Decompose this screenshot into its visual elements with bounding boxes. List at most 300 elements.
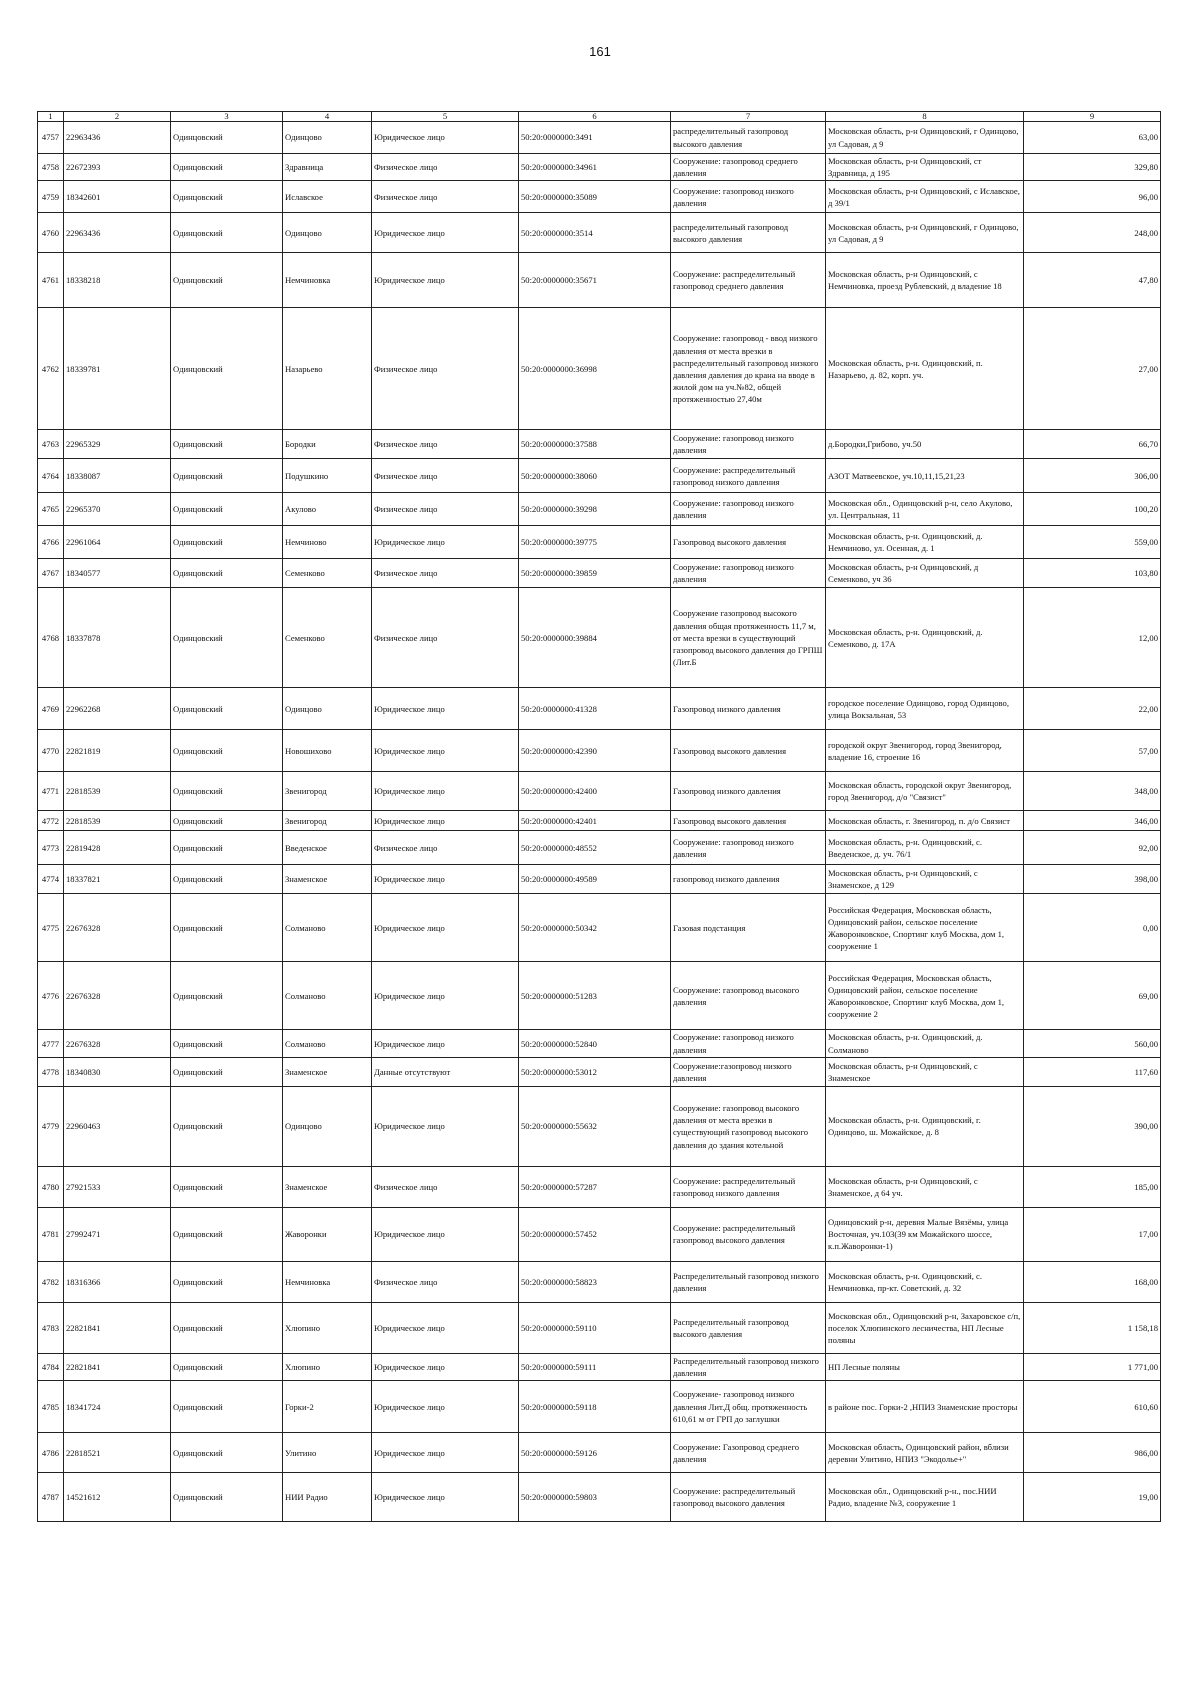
row-number: 4772: [38, 811, 64, 831]
table-row: [38, 688, 1161, 730]
row-number: 4786: [38, 1433, 64, 1473]
row-number: 4780: [38, 1166, 64, 1207]
address: д.Бородки,Грибово, уч.50: [826, 430, 1024, 459]
object-description: Газопровод высокого давления: [671, 526, 826, 559]
row-number: 4783: [38, 1302, 64, 1353]
owner-type: Юридическое лицо: [372, 213, 519, 253]
object-description: газопровод низкого давления: [671, 865, 826, 894]
district: Одинцовский: [171, 865, 283, 894]
object-description: Сооружение: распределительный газопровод высокого давления: [671, 1207, 826, 1261]
district: Одинцовский: [171, 730, 283, 772]
area-value: 248,00: [1024, 213, 1161, 253]
row-number: 4770: [38, 730, 64, 772]
object-description: Газовая подстанция: [671, 894, 826, 962]
record-id: 18342601: [64, 181, 171, 213]
cadastral-number: 50:20:0000000:3514: [519, 213, 671, 253]
area-value: 398,00: [1024, 865, 1161, 894]
district: Одинцовский: [171, 526, 283, 559]
address: Московская область, р-н Одинцовский, д Семенково, уч 36: [826, 559, 1024, 588]
row-number: 4761: [38, 253, 64, 308]
address: Московская область, городской округ Звенигород, город Звенигород, д/о "Связист": [826, 772, 1024, 811]
object-description: Сооружение: газопровод - ввод низкого давления от места врезки в распределительный газопровод низкого давления давления до крана на вводе в жилой дом на уч.№82, общей протяженностью 27,40м: [671, 308, 826, 430]
owner-type: Юридическое лицо: [372, 122, 519, 154]
object-description: Распределительный газопровод низкого давления: [671, 1353, 826, 1380]
object-description: Сооружение:газопровод низкого давления: [671, 1057, 826, 1086]
district: Одинцовский: [171, 1381, 283, 1433]
record-id: 22818539: [64, 811, 171, 831]
district: Одинцовский: [171, 308, 283, 430]
area-value: 103,80: [1024, 559, 1161, 588]
cadastral-number: 50:20:0000000:59118: [519, 1381, 671, 1433]
owner-type: Юридическое лицо: [372, 772, 519, 811]
address: Московская обл., Одинцовский р-н, село Акулово, ул. Центральная, 11: [826, 493, 1024, 526]
cadastral-number: 50:20:0000000:58823: [519, 1261, 671, 1302]
object-description: Сооружение: газопровод низкого давления: [671, 1030, 826, 1057]
table-row: [38, 154, 1161, 181]
locality: Здравница: [283, 154, 372, 181]
area-value: 390,00: [1024, 1086, 1161, 1166]
record-id: 22961064: [64, 526, 171, 559]
owner-type: Физическое лицо: [372, 1261, 519, 1302]
object-description: Сооружение: газопровод высокого давления: [671, 962, 826, 1030]
cadastral-number: 50:20:0000000:50342: [519, 894, 671, 962]
owner-type: Физическое лицо: [372, 459, 519, 493]
district: Одинцовский: [171, 181, 283, 213]
locality: Введенское: [283, 831, 372, 865]
record-id: 22962268: [64, 688, 171, 730]
table-row: [38, 811, 1161, 831]
district: Одинцовский: [171, 459, 283, 493]
area-value: 346,00: [1024, 811, 1161, 831]
address: Московская область, р-н Одинцовский, с Иславское, д 39/1: [826, 181, 1024, 213]
address: Московская область, р-н Одинцовский, с Знаменское, д 64 уч.: [826, 1166, 1024, 1207]
district: Одинцовский: [171, 588, 283, 688]
record-id: 22965329: [64, 430, 171, 459]
locality: Иславское: [283, 181, 372, 213]
area-value: 329,80: [1024, 154, 1161, 181]
area-value: 69,00: [1024, 962, 1161, 1030]
address: Московская область, р-н Одинцовский, ст Здравница, д 195: [826, 154, 1024, 181]
district: Одинцовский: [171, 154, 283, 181]
row-number: 4766: [38, 526, 64, 559]
area-value: 47,80: [1024, 253, 1161, 308]
table-row: [38, 865, 1161, 894]
address: Московская область, р-н. Одинцовский, с. Введенское, д. уч. 76/1: [826, 831, 1024, 865]
district: Одинцовский: [171, 122, 283, 154]
district: Одинцовский: [171, 1353, 283, 1380]
object-description: Сооружение: газопровод высокого давления от места врезки в существующий газопровод высокого давления до здания котельной: [671, 1086, 826, 1166]
address: Московская область, р-н. Одинцовский, д. Солманово: [826, 1030, 1024, 1057]
table-row: [38, 559, 1161, 588]
table-row: [38, 526, 1161, 559]
row-number: 4777: [38, 1030, 64, 1057]
area-value: 12,00: [1024, 588, 1161, 688]
owner-type: Юридическое лицо: [372, 811, 519, 831]
owner-type: Физическое лицо: [372, 308, 519, 430]
owner-type: Физическое лицо: [372, 1166, 519, 1207]
address: Московская область, р-н. Одинцовский, г. Одинцово, ш. Можайское, д. 8: [826, 1086, 1024, 1166]
locality: Улитино: [283, 1433, 372, 1473]
cadastral-number: 50:20:0000000:57452: [519, 1207, 671, 1261]
table-row: [38, 253, 1161, 308]
area-value: 986,00: [1024, 1433, 1161, 1473]
table-row: [38, 430, 1161, 459]
owner-type: Юридическое лицо: [372, 1302, 519, 1353]
column-header: 2: [64, 112, 171, 122]
object-description: Распределительный газопровод низкого давления: [671, 1261, 826, 1302]
record-id: 22960463: [64, 1086, 171, 1166]
row-number: 4774: [38, 865, 64, 894]
address: городское поселение Одинцово, город Одинцово, улица Вокзальная, 53: [826, 688, 1024, 730]
owner-type: Юридическое лицо: [372, 865, 519, 894]
object-description: распределительный газопровод высокого давления: [671, 122, 826, 154]
locality: Горки-2: [283, 1381, 372, 1433]
owner-type: Физическое лицо: [372, 430, 519, 459]
table-row: [38, 1353, 1161, 1380]
record-id: 22676328: [64, 962, 171, 1030]
record-id: 22819428: [64, 831, 171, 865]
district: Одинцовский: [171, 213, 283, 253]
area-value: 348,00: [1024, 772, 1161, 811]
cadastral-number: 50:20:0000000:34961: [519, 154, 671, 181]
address: Московская область, г. Звенигород, п. д/о Связист: [826, 811, 1024, 831]
table-row: [38, 1207, 1161, 1261]
cadastral-number: 50:20:0000000:39884: [519, 588, 671, 688]
owner-type: Юридическое лицо: [372, 1433, 519, 1473]
object-description: Распределительный газопровод высокого давления: [671, 1302, 826, 1353]
row-number: 4787: [38, 1473, 64, 1522]
address: Московская область, р-н. Одинцовский, п. Назарьево, д. 82, корп. уч.: [826, 308, 1024, 430]
locality: Жаворонки: [283, 1207, 372, 1261]
record-id: 27992471: [64, 1207, 171, 1261]
area-value: 306,00: [1024, 459, 1161, 493]
owner-type: Физическое лицо: [372, 181, 519, 213]
district: Одинцовский: [171, 1433, 283, 1473]
district: Одинцовский: [171, 1302, 283, 1353]
owner-type: Юридическое лицо: [372, 1086, 519, 1166]
address: Московская обл., Одинцовский р-н, Захаровское с/п, поселок Хлюпинского лесничества, НП Лесные поляны: [826, 1302, 1024, 1353]
column-number-row: [38, 112, 1161, 122]
cadastral-number: 50:20:0000000:36998: [519, 308, 671, 430]
address: Московская область, р-н. Одинцовский, с. Немчиновка, пр-кт. Советский, д. 32: [826, 1261, 1024, 1302]
district: Одинцовский: [171, 831, 283, 865]
row-number: 4760: [38, 213, 64, 253]
cadastral-number: 50:20:0000000:42401: [519, 811, 671, 831]
owner-type: Физическое лицо: [372, 493, 519, 526]
row-number: 4781: [38, 1207, 64, 1261]
object-description: Сооружение: Газопровод среднего давления: [671, 1433, 826, 1473]
district: Одинцовский: [171, 1057, 283, 1086]
address: Московская область, р-н Одинцовский, с Знаменское: [826, 1057, 1024, 1086]
district: Одинцовский: [171, 253, 283, 308]
cadastral-number: 50:20:0000000:51283: [519, 962, 671, 1030]
owner-type: Данные отсутствуют: [372, 1057, 519, 1086]
record-id: 22965370: [64, 493, 171, 526]
table-row: [38, 1261, 1161, 1302]
address: Московская область, р-н. Одинцовский, д. Немчиново, ул. Осенная, д. 1: [826, 526, 1024, 559]
object-description: Сооружение: газопровод низкого давления: [671, 181, 826, 213]
address: Московская область, р-н Одинцовский, с Немчиновка, проезд Рублевский, д владение 18: [826, 253, 1024, 308]
table-row: [38, 1473, 1161, 1522]
row-number: 4775: [38, 894, 64, 962]
locality: Хлюпино: [283, 1353, 372, 1380]
owner-type: Физическое лицо: [372, 588, 519, 688]
owner-type: Физическое лицо: [372, 559, 519, 588]
owner-type: Юридическое лицо: [372, 688, 519, 730]
record-id: 18340577: [64, 559, 171, 588]
object-description: Сооружение: газопровод низкого давления: [671, 430, 826, 459]
record-id: 22676328: [64, 1030, 171, 1057]
cadastral-number: 50:20:0000000:39859: [519, 559, 671, 588]
area-value: 117,60: [1024, 1057, 1161, 1086]
object-description: Газопровод низкого давления: [671, 688, 826, 730]
owner-type: Физическое лицо: [372, 154, 519, 181]
row-number: 4763: [38, 430, 64, 459]
area-value: 0,00: [1024, 894, 1161, 962]
object-description: распределительный газопровод высокого давления: [671, 213, 826, 253]
table-row: [38, 1302, 1161, 1353]
object-description: Газопровод высокого давления: [671, 730, 826, 772]
owner-type: Юридическое лицо: [372, 962, 519, 1030]
locality: Звенигород: [283, 811, 372, 831]
address: Московская обл., Одинцовский р-н., пос.НИИ Радио, владение №3, сооружение 1: [826, 1473, 1024, 1522]
cadastral-number: 50:20:0000000:41328: [519, 688, 671, 730]
record-id: 18338218: [64, 253, 171, 308]
table-row: [38, 772, 1161, 811]
row-number: 4765: [38, 493, 64, 526]
area-value: 63,00: [1024, 122, 1161, 154]
row-number: 4776: [38, 962, 64, 1030]
row-number: 4769: [38, 688, 64, 730]
locality: Назарьево: [283, 308, 372, 430]
area-value: 1 771,00: [1024, 1353, 1161, 1380]
locality: Новошихово: [283, 730, 372, 772]
table-row: [38, 588, 1161, 688]
area-value: 66,70: [1024, 430, 1161, 459]
table-row: [38, 308, 1161, 430]
owner-type: Юридическое лицо: [372, 253, 519, 308]
object-description: Сооружение: распределительный газопровод низкого давления: [671, 459, 826, 493]
record-id: 22963436: [64, 213, 171, 253]
locality: Одинцово: [283, 1086, 372, 1166]
row-number: 4771: [38, 772, 64, 811]
district: Одинцовский: [171, 493, 283, 526]
table-row: [38, 122, 1161, 154]
row-number: 4757: [38, 122, 64, 154]
cadastral-number: 50:20:0000000:42390: [519, 730, 671, 772]
object-description: Сооружение: газопровод среднего давления: [671, 154, 826, 181]
area-value: 17,00: [1024, 1207, 1161, 1261]
record-id: 22672393: [64, 154, 171, 181]
owner-type: Юридическое лицо: [372, 1381, 519, 1433]
owner-type: Юридическое лицо: [372, 730, 519, 772]
object-description: Газопровод высокого давления: [671, 811, 826, 831]
area-value: 610,60: [1024, 1381, 1161, 1433]
cadastral-number: 50:20:0000000:53012: [519, 1057, 671, 1086]
record-id: 18316366: [64, 1261, 171, 1302]
table-row: [38, 493, 1161, 526]
cadastral-number: 50:20:0000000:59110: [519, 1302, 671, 1353]
owner-type: Юридическое лицо: [372, 1207, 519, 1261]
object-description: Сооружение: газопровод низкого давления: [671, 559, 826, 588]
column-header: 9: [1024, 112, 1161, 122]
area-value: 22,00: [1024, 688, 1161, 730]
cadastral-number: 50:20:0000000:37588: [519, 430, 671, 459]
cadastral-number: 50:20:0000000:35089: [519, 181, 671, 213]
table-row: [38, 730, 1161, 772]
locality: Солманово: [283, 1030, 372, 1057]
district: Одинцовский: [171, 1207, 283, 1261]
address: Российская Федерация, Московская область, Одинцовский район, сельское поселение Жаворонковское, Спортинг клуб Москва, дом 1, сооружение 2: [826, 962, 1024, 1030]
cadastral-number: 50:20:0000000:39298: [519, 493, 671, 526]
locality: Акулово: [283, 493, 372, 526]
table-row: [38, 831, 1161, 865]
row-number: 4768: [38, 588, 64, 688]
row-number: 4784: [38, 1353, 64, 1380]
column-header: 8: [826, 112, 1024, 122]
table-row: [38, 1030, 1161, 1057]
cadastral-number: 50:20:0000000:48552: [519, 831, 671, 865]
cadastral-number: 50:20:0000000:42400: [519, 772, 671, 811]
owner-type: Юридическое лицо: [372, 1353, 519, 1380]
record-id: 18339781: [64, 308, 171, 430]
area-value: 96,00: [1024, 181, 1161, 213]
column-header: 1: [38, 112, 64, 122]
object-description: Газопровод низкого давления: [671, 772, 826, 811]
record-id: 18338087: [64, 459, 171, 493]
row-number: 4767: [38, 559, 64, 588]
record-id: 22818539: [64, 772, 171, 811]
column-header: 5: [372, 112, 519, 122]
object-description: Сооружение: распределительный газопровод среднего давления: [671, 253, 826, 308]
record-id: 22963436: [64, 122, 171, 154]
column-header: 7: [671, 112, 826, 122]
record-id: 18337821: [64, 865, 171, 894]
locality: Немчиново: [283, 526, 372, 559]
locality: Одинцово: [283, 122, 372, 154]
column-header: 6: [519, 112, 671, 122]
cadastral-number: 50:20:0000000:39775: [519, 526, 671, 559]
locality: Солманово: [283, 894, 372, 962]
record-id: 22818521: [64, 1433, 171, 1473]
table-row: [38, 1381, 1161, 1433]
object-description: Сооружение: газопровод низкого давления: [671, 493, 826, 526]
row-number: 4762: [38, 308, 64, 430]
address: Российская Федерация, Московская область, Одинцовский район, сельское поселение Жаворонковское, Спортинг клуб Москва, дом 1, сооружение 1: [826, 894, 1024, 962]
record-id: 14521612: [64, 1473, 171, 1522]
cadastral-number: 50:20:0000000:35671: [519, 253, 671, 308]
district: Одинцовский: [171, 962, 283, 1030]
area-value: 185,00: [1024, 1166, 1161, 1207]
object-description: Сооружение- газопровод низкого давления Лит.Д общ. протяженность 610,61 м от ГРП до заглушки: [671, 1381, 826, 1433]
area-value: 19,00: [1024, 1473, 1161, 1522]
owner-type: Юридическое лицо: [372, 894, 519, 962]
page-number: 161: [589, 44, 611, 59]
locality: Немчиновка: [283, 253, 372, 308]
cadastral-number: 50:20:0000000:52840: [519, 1030, 671, 1057]
row-number: 4758: [38, 154, 64, 181]
owner-type: Юридическое лицо: [372, 1030, 519, 1057]
row-number: 4779: [38, 1086, 64, 1166]
address: в районе пос. Горки-2 ,НПИЗ Знаменские просторы: [826, 1381, 1024, 1433]
table-row: [38, 1057, 1161, 1086]
locality: Семенково: [283, 559, 372, 588]
locality: Знаменское: [283, 1057, 372, 1086]
record-id: 18340830: [64, 1057, 171, 1086]
area-value: 100,20: [1024, 493, 1161, 526]
address: Московская область, р-н. Одинцовский, д. Семенково, д. 17А: [826, 588, 1024, 688]
district: Одинцовский: [171, 1166, 283, 1207]
district: Одинцовский: [171, 559, 283, 588]
row-number: 4764: [38, 459, 64, 493]
cadastral-number: 50:20:0000000:49589: [519, 865, 671, 894]
owner-type: Юридическое лицо: [372, 1473, 519, 1522]
locality: Одинцово: [283, 213, 372, 253]
owner-type: Физическое лицо: [372, 831, 519, 865]
address: Московская область, р-н Одинцовский, с Знаменское, д 129: [826, 865, 1024, 894]
record-id: 22676328: [64, 894, 171, 962]
locality: Семенково: [283, 588, 372, 688]
cadastral-number: 50:20:0000000:38060: [519, 459, 671, 493]
address: Московская область, р-н Одинцовский, г Одинцово, ул Садовая, д 9: [826, 122, 1024, 154]
area-value: 57,00: [1024, 730, 1161, 772]
address: Одинцовский р-н, деревня Малые Вязёмы, улица Восточная, уч.103(39 км Можайского шоссе, к.п.Жаворонки-1): [826, 1207, 1024, 1261]
row-number: 4773: [38, 831, 64, 865]
address: Московская область, р-н Одинцовский, г Одинцово, ул Садовая, д 9: [826, 213, 1024, 253]
locality: Солманово: [283, 962, 372, 1030]
object-description: Сооружение газопровод высокого давления общая протяженность 11,7 м, от места врезки в существующий газопровод высокого давления до ГРПШ (Лит.Б: [671, 588, 826, 688]
area-value: 92,00: [1024, 831, 1161, 865]
district: Одинцовский: [171, 1030, 283, 1057]
district: Одинцовский: [171, 811, 283, 831]
area-value: 27,00: [1024, 308, 1161, 430]
table-row: [38, 459, 1161, 493]
district: Одинцовский: [171, 1086, 283, 1166]
district: Одинцовский: [171, 430, 283, 459]
cadastral-number: 50:20:0000000:57287: [519, 1166, 671, 1207]
column-header: 3: [171, 112, 283, 122]
locality: Бородки: [283, 430, 372, 459]
cadastral-number: 50:20:0000000:3491: [519, 122, 671, 154]
area-value: 1 158,18: [1024, 1302, 1161, 1353]
table-row: [38, 894, 1161, 962]
locality: Звенигород: [283, 772, 372, 811]
area-value: 559,00: [1024, 526, 1161, 559]
locality: Подушкино: [283, 459, 372, 493]
record-id: 18341724: [64, 1381, 171, 1433]
address: НП Лесные поляны: [826, 1353, 1024, 1380]
locality: Знаменское: [283, 865, 372, 894]
locality: Знаменское: [283, 1166, 372, 1207]
table-row: [38, 1166, 1161, 1207]
record-id: 27921533: [64, 1166, 171, 1207]
table-row: [38, 1086, 1161, 1166]
district: Одинцовский: [171, 1261, 283, 1302]
table-row: [38, 213, 1161, 253]
cadastral-number: 50:20:0000000:55632: [519, 1086, 671, 1166]
object-description: Сооружение: газопровод низкого давления: [671, 831, 826, 865]
address: Московская область, Одинцовский район, вблизи деревни Улитино, НПИЗ "Экодолье+": [826, 1433, 1024, 1473]
district: Одинцовский: [171, 894, 283, 962]
cadastral-number: 50:20:0000000:59111: [519, 1353, 671, 1380]
record-id: 22821841: [64, 1302, 171, 1353]
locality: Немчиновка: [283, 1261, 372, 1302]
locality: НИИ Радио: [283, 1473, 372, 1522]
column-header: 4: [283, 112, 372, 122]
district: Одинцовский: [171, 772, 283, 811]
row-number: 4778: [38, 1057, 64, 1086]
area-value: 560,00: [1024, 1030, 1161, 1057]
